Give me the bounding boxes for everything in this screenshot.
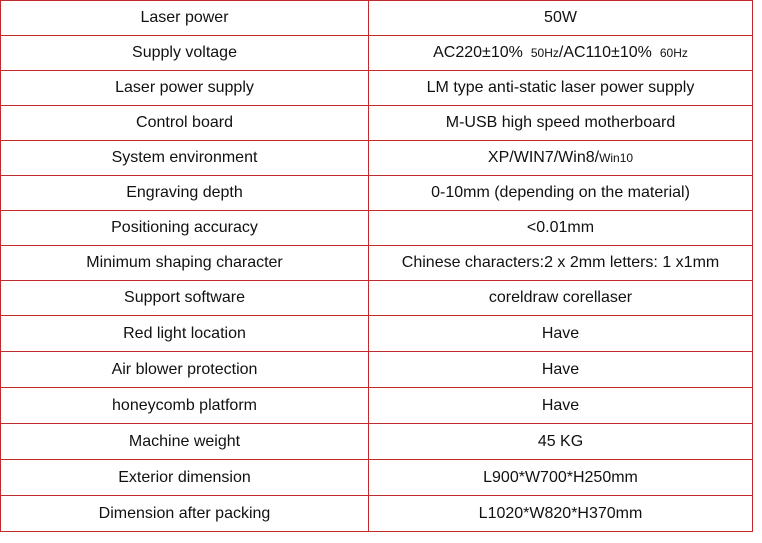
spec-label: honeycomb platform xyxy=(1,388,369,424)
table-row xyxy=(1,281,753,316)
table-row xyxy=(1,460,753,496)
spec-label: Engraving depth xyxy=(1,176,369,211)
spec-value: M-USB high speed motherboard xyxy=(369,106,753,141)
spec-value xyxy=(369,36,753,71)
table-row xyxy=(1,106,753,141)
spec-value: 45 KG xyxy=(369,424,753,460)
spec-label: Dimension after packing xyxy=(1,496,369,532)
spec-label: Supply voltage xyxy=(1,36,369,71)
table-row xyxy=(1,496,753,532)
spec-label: Laser power supply xyxy=(1,71,369,106)
spec-value: Have xyxy=(369,352,753,388)
spec-value: Have xyxy=(369,388,753,424)
spec-label: Red light location xyxy=(1,316,369,352)
frequency-60hz: 60Hz xyxy=(659,46,688,60)
table-row xyxy=(1,388,753,424)
spec-label: Control board xyxy=(1,106,369,141)
table-row xyxy=(1,211,753,246)
os-win10: Win10 xyxy=(599,151,634,165)
spec-label: Positioning accuracy xyxy=(1,211,369,246)
spec-label: Support software xyxy=(1,281,369,316)
table-row xyxy=(1,352,753,388)
table-row xyxy=(1,316,753,352)
spec-label: Air blower protection xyxy=(1,352,369,388)
spec-value: coreldraw corellaser xyxy=(369,281,753,316)
table-row xyxy=(1,36,753,71)
spec-label: Laser power xyxy=(1,1,369,36)
table-row xyxy=(1,176,753,211)
spec-label: Minimum shaping character xyxy=(1,246,369,281)
spec-label: Exterior dimension xyxy=(1,460,369,496)
table-row xyxy=(1,71,753,106)
spec-value xyxy=(369,141,753,176)
table-row xyxy=(1,424,753,460)
frequency-50hz: 50Hz xyxy=(530,46,559,60)
spec-value: <0.01mm xyxy=(369,211,753,246)
voltage-ac110: /AC110±10% xyxy=(558,44,652,61)
voltage-ac220: AC220±10% xyxy=(433,44,523,61)
spec-label: Machine weight xyxy=(1,424,369,460)
spec-value: Have xyxy=(369,316,753,352)
spec-value: LM type anti-static laser power supply xyxy=(369,71,753,106)
table-row xyxy=(1,141,753,176)
os-list: XP/WIN7/Win8/ xyxy=(487,149,600,166)
spec-label: System environment xyxy=(1,141,369,176)
spec-value: L900*W700*H250mm xyxy=(369,460,753,496)
spec-value: L1020*W820*H370mm xyxy=(369,496,753,532)
spec-value: Chinese characters:2 x 2mm letters: 1 x1mm xyxy=(369,246,753,281)
table-row xyxy=(1,1,753,36)
spec-value: 50W xyxy=(369,1,753,36)
spec-value: 0-10mm (depending on the material) xyxy=(369,176,753,211)
table-row xyxy=(1,246,753,281)
